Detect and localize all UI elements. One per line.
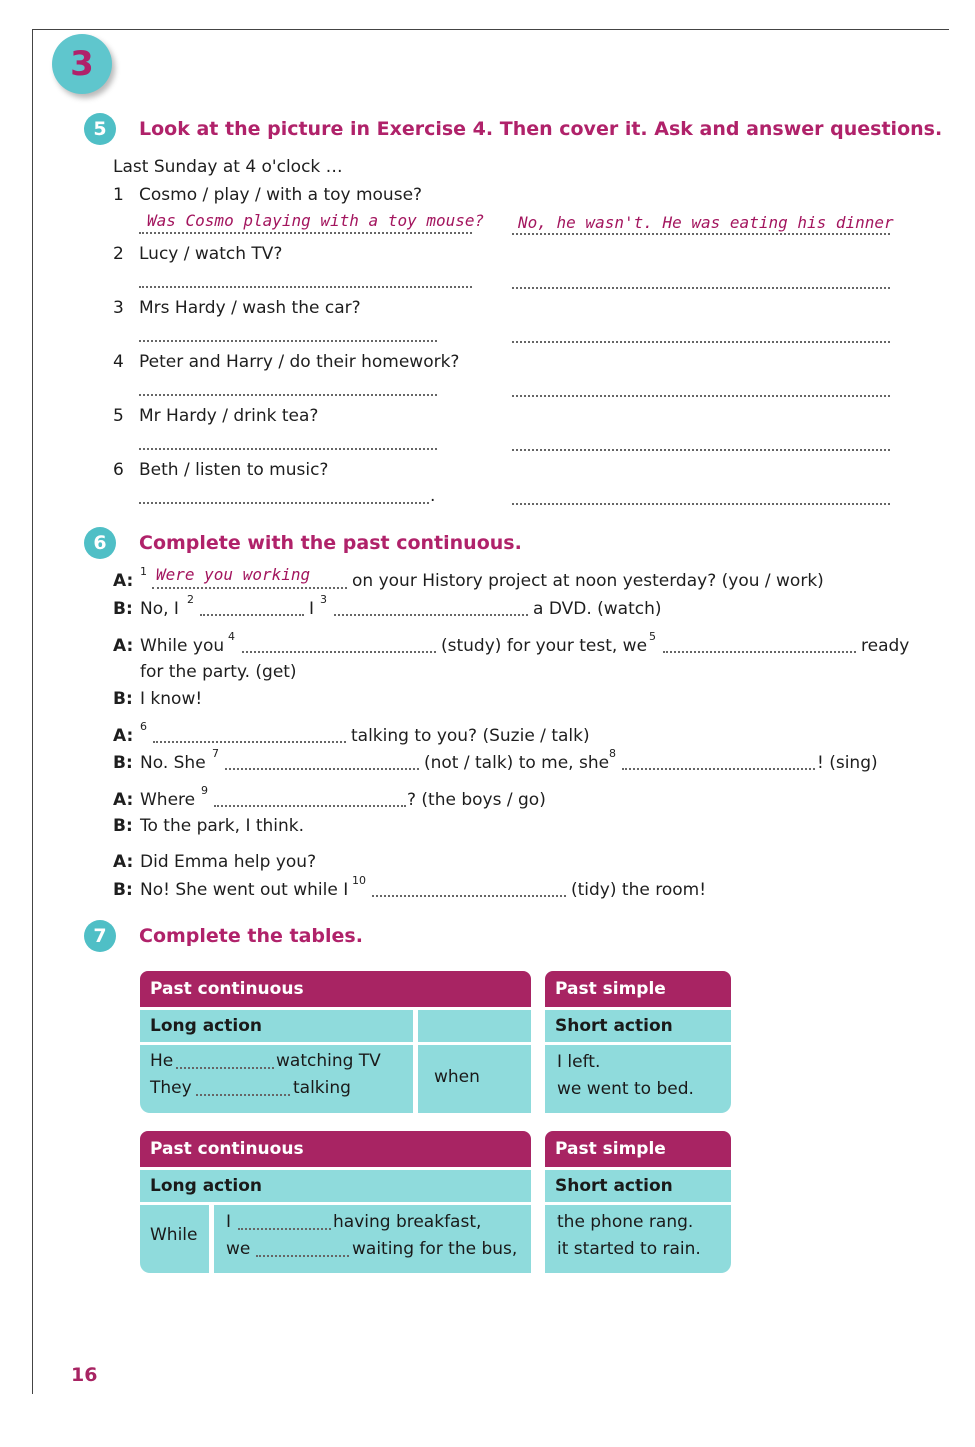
item-prompt: Mr Hardy / drink tea? [139,406,319,426]
gap-1-answer[interactable]: Were you working [156,565,311,584]
table2-row1-gap[interactable] [238,1228,331,1230]
table1-row2-gap[interactable] [196,1094,290,1096]
gap-4-line[interactable] [242,651,436,653]
question-line[interactable] [139,502,429,504]
gap-number: 6 [140,720,147,733]
gap-7-line[interactable] [225,768,419,770]
gap-number: 9 [201,784,208,797]
question-line[interactable] [139,340,437,342]
dialogue-text: ? (the boys / go) [407,790,546,810]
short-answer[interactable]: No, he wasn't. He was eating his dinner [518,213,894,232]
question-line[interactable] [139,448,437,450]
table1-sub-left: Long action [140,1010,413,1042]
table2-row2-gap[interactable] [256,1255,349,1257]
exercise-7-badge: 7 [84,920,116,952]
unit-badge [52,34,112,94]
speaker-a: A: [113,571,134,591]
exercise-7-instruction: Complete the tables. [139,925,363,947]
dialogue-text: a DVD. (watch) [533,599,662,619]
answer-line[interactable] [512,395,890,397]
gap-5-line[interactable] [663,651,856,653]
item-number: 2 [113,244,124,264]
table1-row1-subject: He [150,1051,174,1071]
item-prompt: Cosmo / play / with a toy mouse? [139,185,423,205]
gap-number: 7 [212,747,219,760]
gap-9-line[interactable] [214,805,406,807]
dialogue-text: No, I [140,599,179,619]
exercise-5-instruction: Look at the picture in Exercise 4. Then cover it. Ask and answer questions. [139,118,943,140]
exercise-6-instruction: Complete with the past continuous. [139,532,522,554]
gap-number: 3 [320,593,327,606]
page-frame-top [32,29,949,30]
page-number: 16 [71,1364,98,1386]
dialogue-text: on your History project at noon yesterday? (you / work) [352,571,824,591]
dialogue-text: To the park, I think. [140,816,305,836]
gap-number: 4 [228,630,235,643]
gap-2-line[interactable] [200,614,304,616]
item-number: 3 [113,298,124,318]
speaker-b: B: [113,753,133,773]
exercise-5-intro: Last Sunday at 4 o'clock … [113,157,343,177]
question-line[interactable] [139,286,472,288]
answer-line[interactable] [512,341,890,343]
dialogue-text: I [309,599,315,619]
gap-number: 10 [352,874,366,887]
gap-3-line[interactable] [334,614,528,616]
exercise-5-badge: 5 [84,113,116,145]
table2-right-cell [545,1205,731,1273]
dialogue-text: Did Emma help you? [140,852,317,872]
table2-right2: it started to rain. [557,1239,701,1259]
dialogue-text: (study) for your test, we [441,636,648,656]
table1-right-cell [545,1045,731,1113]
table2-row2-verb: waiting for the bus, [352,1239,518,1259]
table2-sub-right: Short action [545,1170,731,1202]
unit-number: 3 [70,44,94,84]
speaker-b: B: [113,816,133,836]
table2-row1-subject: I [226,1212,232,1232]
gap-number: 2 [187,593,194,606]
table1-head-right: Past simple [545,971,731,1007]
item-number: 4 [113,352,124,372]
dialogue-text: ready [861,636,910,656]
answer-line[interactable] [512,233,890,235]
table2-head-right: Past simple [545,1131,731,1167]
table1-sub-right: Short action [545,1010,731,1042]
answer-line[interactable] [512,449,890,451]
speaker-b: B: [113,880,133,900]
speaker-b: B: [113,689,133,709]
table1-connector: when [434,1067,480,1087]
table2-row2-subject: we [226,1239,251,1259]
table2-connector: While [150,1225,198,1245]
table1-right2: we went to bed. [557,1079,694,1099]
table1-sub-empty [418,1010,531,1042]
table1-head-left: Past continuous [140,971,531,1007]
item-prompt: Beth / listen to music? [139,460,329,480]
dialogue-text: I know! [140,689,203,709]
end-mark: . [430,486,436,506]
gap-6-line[interactable] [153,741,346,743]
answer-line[interactable] [512,503,890,505]
table2-row1-verb: having breakfast, [333,1212,482,1232]
gap-number: 8 [609,747,616,760]
table1-left-cell [140,1045,413,1113]
exercise-6-badge: 6 [84,527,116,559]
gap-10-line[interactable] [372,895,566,897]
table1-row2-verb: talking [293,1078,351,1098]
table1-right1: I left. [557,1052,601,1072]
table2-sub-left: Long action [140,1170,531,1202]
page-frame-left [32,29,33,1394]
item-prompt: Mrs Hardy / wash the car? [139,298,361,318]
item-prompt: Peter and Harry / do their homework? [139,352,460,372]
dialogue-text: No! She went out while I [140,880,349,900]
table2-head-left: Past continuous [140,1131,531,1167]
item-number: 1 [113,185,124,205]
dialogue-text: (not / talk) to me, she [424,753,610,773]
dialogue-text: for the party. (get) [140,662,297,682]
table1-connector-cell [418,1045,531,1113]
item-number: 6 [113,460,124,480]
table1-row1-gap[interactable] [176,1067,274,1069]
table2-right1: the phone rang. [557,1212,694,1232]
item-number: 5 [113,406,124,426]
dialogue-text: Where [140,790,196,810]
answer-line[interactable] [512,287,890,289]
dialogue-text: ! (sing) [817,753,878,773]
table2-left-cell [214,1205,531,1273]
gap-1-line[interactable] [152,587,347,589]
question-line[interactable] [139,232,472,234]
table2-connector-cell [140,1205,209,1273]
dialogue-text: While you [140,636,225,656]
table1-row1-verb: watching TV [276,1051,381,1071]
question-answer[interactable]: Was Cosmo playing with a toy mouse? [147,211,485,230]
speaker-a: A: [113,852,134,872]
gap-8-line[interactable] [622,768,815,770]
item-prompt: Lucy / watch TV? [139,244,283,264]
speaker-a: A: [113,726,134,746]
speaker-b: B: [113,599,133,619]
speaker-a: A: [113,790,134,810]
table1-row2-subject: They [150,1078,192,1098]
dialogue-text: (tidy) the room! [571,880,707,900]
speaker-a: A: [113,636,134,656]
gap-number: 1 [140,565,147,578]
dialogue-text: talking to you? (Suzie / talk) [351,726,590,746]
question-line[interactable] [139,394,437,396]
dialogue-text: No. She [140,753,206,773]
gap-number: 5 [649,630,656,643]
